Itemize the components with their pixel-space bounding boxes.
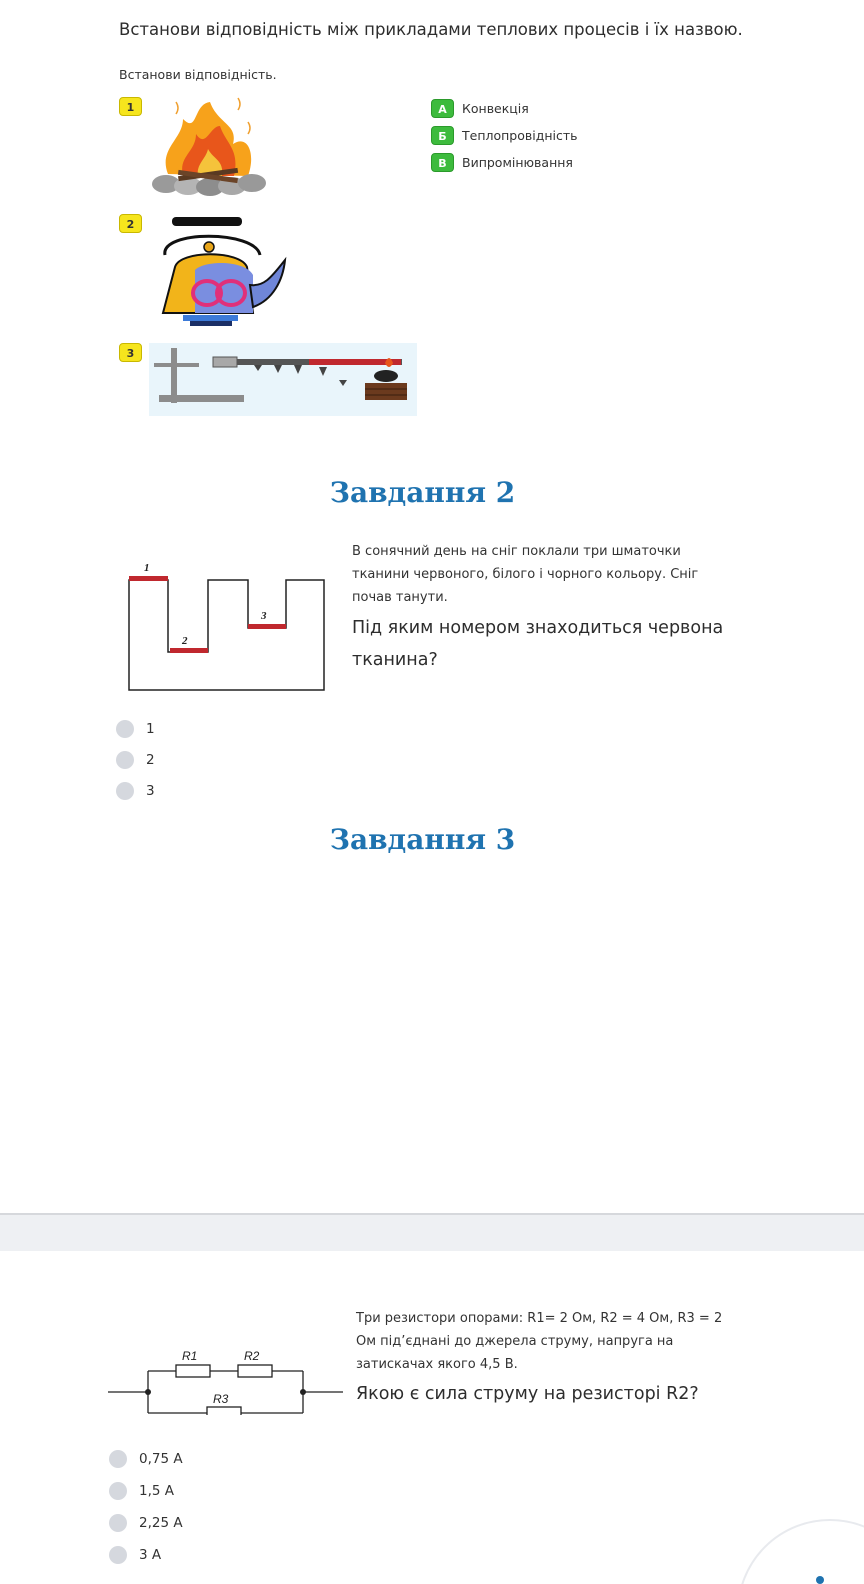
task4-question: Якою є сила струму на резисторі R2? <box>356 1384 699 1404</box>
item-number: 2 <box>119 214 142 233</box>
answer-option[interactable] <box>109 1443 183 1475</box>
answer-option[interactable] <box>109 1507 183 1539</box>
answer-label: 1 <box>146 720 155 737</box>
answer-label: 2,25 А <box>139 1515 183 1531</box>
task3-heading: Завдання 3 <box>329 823 516 856</box>
option-label: Конвекція <box>462 101 529 116</box>
answer-option[interactable] <box>109 1539 183 1571</box>
option-a[interactable] <box>431 95 578 122</box>
answer-label: 3 <box>146 782 155 799</box>
option-label: Теплопровідність <box>462 128 578 143</box>
label-r1: R1 <box>182 1349 198 1363</box>
radio-button[interactable] <box>109 1546 127 1564</box>
item-1-badge[interactable] <box>119 96 142 116</box>
label-r3: R3 <box>213 1392 229 1406</box>
floating-action-button-partial[interactable] <box>730 1512 864 1584</box>
option-letter: Б <box>431 126 454 145</box>
option-letter: В <box>431 153 454 172</box>
item-3-badge[interactable] <box>119 342 142 362</box>
option-v[interactable] <box>431 149 578 176</box>
radio-button[interactable] <box>109 1514 127 1532</box>
task2-body <box>352 540 732 676</box>
fig-label-3: 3 <box>261 610 267 622</box>
radio-button[interactable] <box>116 782 134 800</box>
fig-label-1: 1 <box>144 562 150 574</box>
option-letter: А <box>431 99 454 118</box>
radio-button[interactable] <box>116 720 134 738</box>
label-r2: R2 <box>244 1349 260 1363</box>
item-number: 3 <box>119 343 142 362</box>
answer-option[interactable] <box>109 1475 183 1507</box>
answer-label: 1,5 А <box>139 1483 174 1499</box>
task2-question: Під яким номером знаходиться червона тканина? <box>352 618 724 670</box>
item-2-badge[interactable] <box>119 213 142 233</box>
campfire-image <box>148 94 270 200</box>
answer-option[interactable] <box>116 744 155 775</box>
answer-label: 0,75 А <box>139 1451 183 1467</box>
task4-text: Три резистори опорами: R1= 2 Ом, R2 = 4 Ом, R3 = 2 Ом під’єднані до джерела струму, напруга на затискачах якого 4,5 В. <box>356 1311 723 1372</box>
answer-option[interactable] <box>116 775 155 806</box>
snow-profile-figure <box>125 560 330 695</box>
answer-label: 3 А <box>139 1547 162 1563</box>
task2-answers <box>116 713 155 806</box>
task4-answers <box>109 1443 183 1571</box>
section-divider <box>0 1213 864 1251</box>
task2-heading: Завдання 2 <box>329 476 516 509</box>
radio-button[interactable] <box>109 1482 127 1500</box>
answer-option[interactable] <box>116 713 155 744</box>
option-b[interactable] <box>431 122 578 149</box>
task1-subtitle: Встанови відповідність. <box>119 67 277 82</box>
answer-label: 2 <box>146 751 155 768</box>
task2-text: В сонячний день на сніг поклали три шматочки тканини червоного, білого і чорного кольору. Сніг почав танути. <box>352 544 699 605</box>
radio-button[interactable] <box>109 1450 127 1468</box>
fig-label-2: 2 <box>182 635 188 647</box>
option-list <box>431 95 578 176</box>
radio-button[interactable] <box>116 751 134 769</box>
circuit-diagram <box>108 1335 343 1415</box>
option-label: Випромінювання <box>462 155 573 170</box>
task4-body <box>356 1307 741 1410</box>
item-number: 1 <box>119 97 142 116</box>
kettle-on-stove-image <box>155 215 290 330</box>
task1-title: Встанови відповідність між прикладами теплових процесів і їх назвою. <box>119 20 743 39</box>
heated-rod-experiment-image <box>149 343 417 416</box>
